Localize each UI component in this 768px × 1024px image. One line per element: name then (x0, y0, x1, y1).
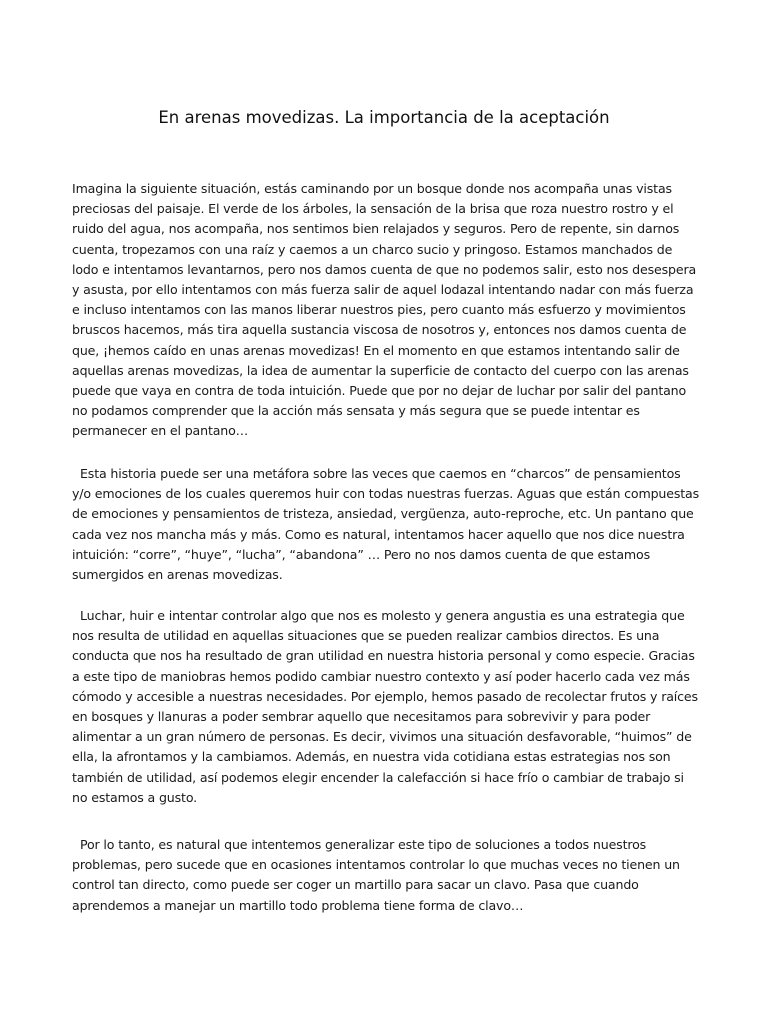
paragraph-hammer-nail: Por lo tanto, es natural que intentemos generalizar este tipo de soluciones a todos nuestros problemas, pero sucede que en ocasiones intentamos controlar lo que muchas veces no tienen un control tan directo, como puede ser coger un martillo para sacar un clavo. Pasa que cuando aprendemos a manejar un martillo todo problema tiene forma de clavo… (72, 837, 680, 913)
paragraph-quicksand-story: Imagina la siguiente situación, estás caminando por un bosque donde nos acompaña unas vistas preciosas del paisaje. El verde de los árboles, la sensación de la brisa que roza nuestro rostro y el ruido del agua, nos acompaña, nos sentimos bien relajados y seguros. Pero de repente, sin darnos cuenta, tropezamos con una raíz y caemos a un charco sucio y pringoso. Estamos manchados de lodo e intentamos levantarnos, pero nos damos cuenta de que no podemos salir, esto nos desespera y asusta, por ello intentamos con más fuerza salir de aquel lodazal intentando nadar con más fuerza e incluso intentamos con las manos liberar nuestros pies, pero cuanto más esfuerzo y movimientos bruscos hacemos, más tira aquella sustancia viscosa de nosotros y, entonces nos damos cuenta de que, ¡hemos caído en unas arenas movedizas! En el momento en que estamos intentando salir de aquellas arenas movedizas, la idea de aumentar la superficie de contacto del cuerpo con las arenas puede que vaya en contra de toda intuición. Puede que por no dejar de luchar por salir del pantano no podamos comprender que la acción más sensata y más segura que se puede intentar es permanecer en el pantano… (72, 181, 697, 439)
paragraph-metaphor: Esta historia puede ser una metáfora sobre las veces que caemos en “charcos” de pensamientos y/o emociones de los cuales queremos huir con todas nuestras fuerzas. Aguas que están compuestas de emociones y pensamientos de tristeza, ansiedad, vergüenza, auto-reproche, etc. Un pantano que cada vez nos mancha más y más. Como es natural, intentamos hacer aquello que nos dice nuestra intuición: “corre”, “huye”, “lucha”, “abandona” … Pero no nos damos cuenta de que estamos sumergidos en arenas movedizas. (72, 466, 700, 583)
document-title: En arenas movedizas. La importancia de la aceptación (158, 108, 610, 127)
paragraph-control-strategy: Luchar, huir e intentar controlar algo que nos es molesto y genera angustia es una estrategia que nos resulta de utilidad en aquellas situaciones que se pueden realizar cambios directos. Es una conducta que nos ha resultado de gran utilidad en nuestra historia personal y como especie. Gracias a este tipo de maniobras hemos podido cambiar nuestro contexto y así poder hacerlo cada vez más cómodo y accesible a nuestras necesidades. Por ejemplo, hemos pasado de recolectar frutos y raíces en bosques y llanuras a poder sembrar aquello que necesitamos para sobrevivir y para poder alimentar a un gran número de personas. Es decir, vivimos una situación desfavorable, “huimos” de ella, la afrontamos y la cambiamos. Además, en nuestra vida cotidiana estas estrategias nos son también de utilidad, así podemos elegir encender la calefacción si hace frío o cambiar de trabajo si no estamos a gusto. (72, 608, 698, 805)
